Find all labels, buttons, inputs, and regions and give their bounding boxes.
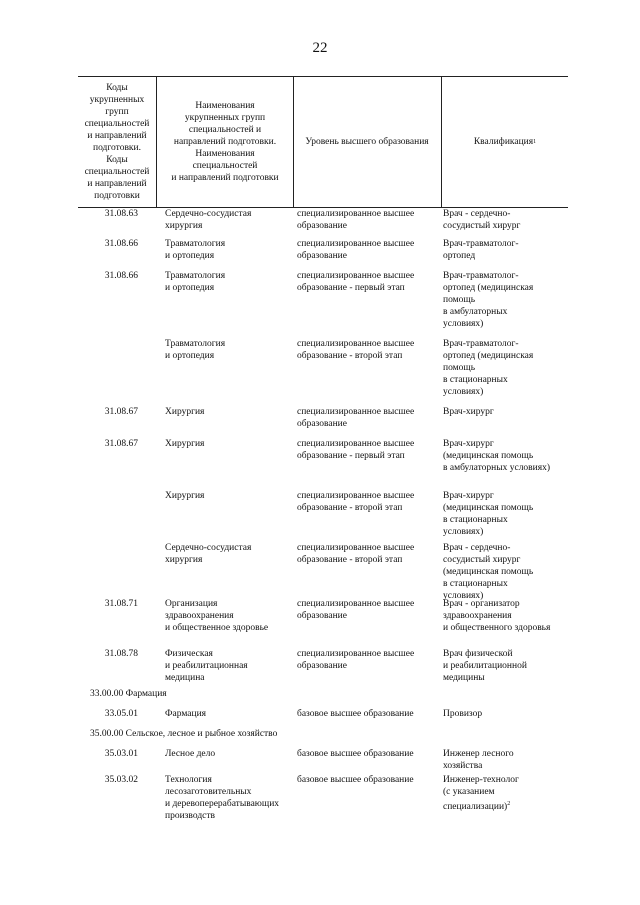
row-level: специализированное высшее образование - второй этап (297, 339, 415, 361)
row-level: базовое высшее образование (297, 775, 414, 785)
row-code: 31.08.67 (104, 439, 138, 449)
row-name: Хирургия (165, 439, 205, 449)
row-code: 35.03.01 (104, 749, 138, 759)
row-qualification: Врач-травматолог- ортопед (443, 239, 519, 261)
row-qualification: Врач-травматолог- ортопед (медицинская помощь в стационарных условиях) (443, 339, 534, 397)
row-qualification: Врач-хирург (медицинская помощь в амбулаторных условиях) (443, 439, 551, 473)
row-qualification-text: Инженер-технолог (с указанием специализации) (443, 775, 519, 813)
footnote-marker: 1 (533, 139, 537, 145)
row-name: Хирургия (165, 407, 205, 417)
row-name: Сердечно-сосудистая хирургия (165, 543, 252, 565)
row-qualification: Врач-хирург (443, 407, 494, 417)
row-code: 31.08.71 (104, 599, 138, 609)
row-name: Физическая и реабилитационная медицина (165, 649, 248, 683)
row-qualification: Врач - организатор здравоохранения и общественного здоровья (443, 599, 551, 633)
column-divider (156, 77, 157, 207)
row-level: специализированное высшее образование - второй этап (297, 491, 415, 513)
row-level: специализированное высшее образование - второй этап (297, 543, 415, 565)
group-heading: 35.00.00 Сельское, лесное и рыбное хозяйство (90, 729, 278, 739)
header-level: Уровень высшего образования (305, 137, 429, 147)
row-level: специализированное высшее образование (297, 649, 415, 671)
row-level: базовое высшее образование (297, 709, 414, 719)
row-level: специализированное высшее образование (297, 239, 415, 261)
header-codes: Коды укрупненных групп специальностей и направлений подготовки. Коды специальностей и направлений подготовки (84, 83, 150, 201)
row-code: 31.08.66 (104, 239, 138, 249)
row-level: специализированное высшее образование - первый этап (297, 271, 415, 293)
row-level: специализированное высшее образование - первый этап (297, 439, 415, 461)
row-level: специализированное высшее образование (297, 599, 415, 621)
header-qualification-label: Квалификация (473, 137, 534, 147)
row-name: Травматология и ортопедия (165, 339, 226, 361)
row-code: 31.08.67 (104, 407, 138, 417)
row-qualification: Врач-хирург (медицинская помощь в стационарных условиях) (443, 491, 534, 537)
row-qualification: Провизор (443, 709, 483, 719)
row-qualification: Врач - сердечно- сосудистый хирург (медицинская помощь в стационарных условиях) (443, 543, 534, 601)
row-level: базовое высшее образование (297, 749, 414, 759)
group-heading: 33.00.00 Фармация (90, 689, 167, 699)
row-level: специализированное высшее образование (297, 407, 415, 429)
table-header (78, 76, 568, 208)
row-code: 31.08.63 (104, 209, 138, 219)
header-names: Наименования укрупненных групп специальностей и направлений подготовки. Наименования специальностей и направлений подготовки (171, 101, 279, 183)
row-name: Сердечно-сосудистая хирургия (165, 209, 252, 231)
row-qualification: Врач-травматолог- ортопед (медицинская помощь в амбулаторных условиях) (443, 271, 534, 329)
row-qualification (443, 774, 571, 813)
row-qualification: Врач - сердечно- сосудистый хирург (443, 209, 521, 231)
row-name: Хирургия (165, 491, 205, 501)
row-name: Фармация (165, 709, 207, 719)
row-qualification: Инженер лесного хозяйства (443, 749, 514, 771)
row-name: Лесное дело (165, 749, 216, 759)
row-code: 33.05.01 (104, 709, 138, 719)
row-level: специализированное высшее образование (297, 209, 415, 231)
row-code: 31.08.66 (104, 271, 138, 281)
row-name: Организация здравоохранения и общественное здоровье (165, 599, 269, 633)
row-code: 31.08.78 (104, 649, 138, 659)
page-number: 22 (312, 40, 328, 56)
row-name: Технология лесозаготовительных и деревоперерабатывающих производств (165, 775, 280, 821)
row-name: Травматология и ортопедия (165, 271, 226, 293)
row-name: Травматология и ортопедия (165, 239, 226, 261)
header-qualification (442, 77, 568, 207)
row-qualification: Врач физической и реабилитационной медицины (443, 649, 527, 683)
row-code: 35.03.02 (104, 775, 138, 785)
footnote-marker: 2 (507, 801, 511, 807)
